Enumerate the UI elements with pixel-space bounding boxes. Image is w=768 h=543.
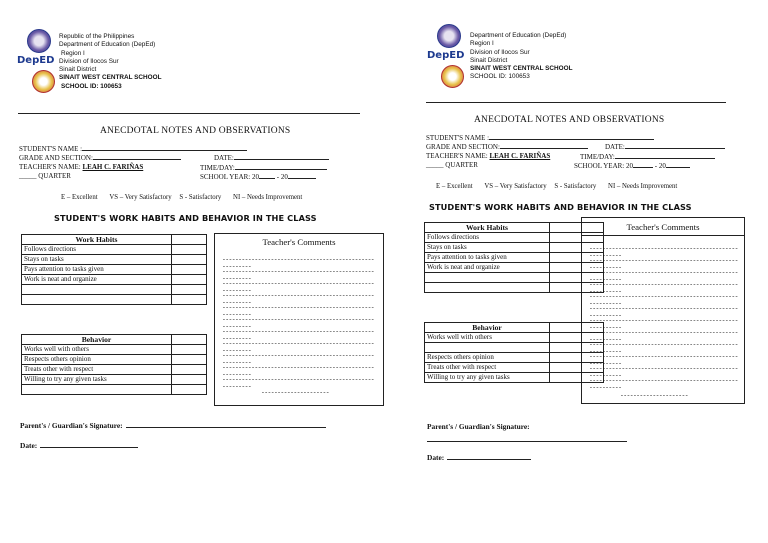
deped-logo-text: DepED: [17, 55, 55, 66]
date-label: DATE:: [214, 154, 234, 162]
table-row: [22, 365, 207, 375]
deped-logo: [427, 50, 464, 61]
date-label: DATE:: [605, 143, 625, 151]
deped-seal-icon: [27, 29, 51, 53]
behavior-label: [22, 385, 172, 395]
signature-date-field: [20, 441, 138, 450]
behavior-header: Behavior: [425, 323, 550, 333]
school-year-label: SCHOOL YEAR: 20: [574, 162, 633, 170]
teacher-name: LEAH C. FARIÑAS: [82, 163, 144, 171]
teachers-comments-box[interactable]: [581, 217, 745, 404]
school-name: SINAIT WEST CENTRAL SCHOOL: [470, 65, 573, 73]
table-header-row: [22, 235, 207, 245]
time-blank[interactable]: [615, 152, 715, 159]
table-row: [425, 283, 604, 293]
rating-legend: [436, 183, 677, 190]
behavior-header: Behavior: [22, 335, 172, 345]
legend-item: VS – Very Satisfactory: [109, 194, 172, 201]
header-line: Region I: [470, 40, 494, 48]
comments-header: Teacher's Comments: [626, 222, 700, 232]
habit-label: [22, 285, 172, 295]
comment-line[interactable]: --------------------------------------------------------: [222, 340, 375, 354]
comment-line[interactable]: --------------------------------------------------------: [222, 256, 375, 270]
school-year-mid: - 20: [276, 173, 288, 181]
date-blank[interactable]: [234, 153, 329, 160]
field-quarter: [19, 172, 71, 181]
behavior-label: Works well with others: [425, 333, 550, 343]
habit-label: [425, 273, 550, 283]
comment-line[interactable]: --------------------------------------------------------: [222, 292, 375, 306]
rating-cell[interactable]: [172, 265, 207, 275]
table-row: [22, 385, 207, 395]
parent-signature-blank[interactable]: [427, 441, 627, 442]
school-id: SCHOOL ID: 100653: [61, 82, 122, 90]
table-row: [22, 245, 207, 255]
grade-blank[interactable]: [93, 153, 181, 160]
table-header-row: [22, 335, 207, 345]
time-blank[interactable]: [235, 163, 327, 170]
rating-cell[interactable]: [172, 355, 207, 365]
legend-item: S - Satisfactory: [179, 194, 222, 201]
rating-cell[interactable]: [172, 375, 207, 385]
comment-line[interactable]: --------------------------------------------------------: [222, 328, 375, 342]
rating-cell[interactable]: [172, 235, 207, 245]
field-quarter: [426, 161, 478, 170]
school-year-blank-2[interactable]: [666, 161, 690, 168]
table-header-row: [425, 323, 604, 333]
comment-line[interactable]: --------------------------------------------------------: [589, 329, 738, 343]
comment-line[interactable]: --------------------------------------------------------: [222, 304, 375, 318]
signature-date-label: Date:: [20, 441, 38, 450]
header-line: Region I: [61, 49, 85, 57]
comment-line[interactable]: --------------------------------------------------------: [222, 268, 375, 282]
behavior-label: [425, 343, 550, 353]
signature-date-field: [427, 453, 531, 462]
parent-signature-blank[interactable]: [126, 421, 326, 428]
rating-cell[interactable]: [172, 335, 207, 345]
comment-line-short[interactable]: ---------------------: [620, 392, 688, 399]
comment-line[interactable]: --------------------------------------------------------: [222, 352, 375, 366]
grade-label: GRADE AND SECTION:: [19, 154, 93, 162]
table-row: [425, 363, 604, 373]
teacher-name: LEAH C. FARIÑAS: [489, 152, 551, 160]
time-label: TIME/DAY:: [580, 153, 615, 161]
date-blank[interactable]: [625, 142, 725, 149]
signature-date-blank[interactable]: [40, 441, 138, 448]
legend-item: E – Excellent: [61, 194, 98, 201]
habit-label: Follows directions: [425, 233, 550, 243]
teacher-label: TEACHER'S NAME:: [426, 152, 488, 160]
school-id: SCHOOL ID: 100653: [470, 73, 530, 81]
table-row: [22, 345, 207, 355]
header-line: Republic of the Philippines: [59, 33, 135, 40]
comment-line[interactable]: --------------------------------------------------------: [589, 317, 738, 331]
rating-cell[interactable]: [172, 275, 207, 285]
school-name: SINAIT WEST CENTRAL SCHOOL: [59, 74, 162, 82]
table-row: [22, 355, 207, 365]
comment-line[interactable]: --------------------------------------------------------: [589, 281, 738, 295]
rating-cell[interactable]: [172, 255, 207, 265]
habit-label: Stays on tasks: [22, 255, 172, 265]
habit-label: [425, 283, 550, 293]
table-row: [425, 353, 604, 363]
comment-line-short[interactable]: ---------------------: [261, 389, 329, 396]
table-row: [425, 343, 604, 353]
habit-label: Pays attention to tasks given: [425, 253, 550, 263]
form-right: [384, 0, 768, 543]
header-text: [470, 32, 573, 82]
habit-label: Follows directions: [22, 245, 172, 255]
work-habits-table: [424, 222, 604, 293]
behavior-label: Treats other with respect: [425, 363, 550, 373]
table-row: [22, 265, 207, 275]
field-teacher: [19, 163, 143, 172]
table-row: [22, 255, 207, 265]
school-seal-icon: [441, 65, 464, 88]
quarter-blank[interactable]: _____: [426, 161, 444, 169]
habit-label: Stays on tasks: [425, 243, 550, 253]
student-label: STUDENT'S NAME :: [426, 134, 490, 142]
teacher-label: TEACHER'S NAME:: [19, 163, 81, 171]
comment-line[interactable]: --------------------------------------------------------: [589, 305, 738, 319]
behavior-table: [21, 334, 207, 395]
parent-signature-label: Parent's / Guardian's Signature:: [20, 421, 123, 430]
field-school-year: [200, 172, 316, 182]
rating-cell[interactable]: [172, 285, 207, 295]
quarter-label: QUARTER: [38, 172, 71, 180]
habit-label: Work is neat and organize: [22, 275, 172, 285]
legend-item: NI – Needs Improvement: [233, 194, 303, 201]
comment-line[interactable]: --------------------------------------------------------: [222, 316, 375, 330]
teachers-comments-box[interactable]: [214, 233, 384, 406]
table-row: [425, 273, 604, 283]
work-habits-header: Work Habits: [425, 223, 550, 233]
legend-item: E – Excellent: [436, 183, 473, 190]
header-line: Division of Ilocos Sur: [470, 48, 530, 56]
header-divider: [426, 102, 726, 103]
comment-line[interactable]: --------------------------------------------------------: [589, 269, 738, 283]
student-label: STUDENT'S NAME :: [19, 145, 83, 153]
comment-line[interactable]: --------------------------------------------------------: [589, 341, 738, 355]
work-habits-table: [21, 234, 207, 305]
section-title: STUDENT'S WORK HABITS AND BEHAVIOR IN THE CLASS: [54, 213, 317, 223]
grade-blank[interactable]: [500, 142, 588, 149]
school-year-label: SCHOOL YEAR: 20: [200, 173, 259, 181]
form-title: ANECDOTAL NOTES AND OBSERVATIONS: [100, 126, 291, 136]
rating-cell[interactable]: [172, 245, 207, 255]
deped-logo: [17, 55, 54, 66]
table-row: [22, 295, 207, 305]
table-row: [425, 233, 604, 243]
rating-cell[interactable]: [172, 365, 207, 375]
field-school-year: [574, 161, 690, 171]
comment-line[interactable]: --------------------------------------------------------: [589, 245, 738, 259]
school-seal-icon: [32, 70, 55, 93]
table-row: [425, 333, 604, 343]
legend-item: NI – Needs Improvement: [608, 183, 678, 190]
rating-cell[interactable]: [172, 385, 207, 395]
header-line: Department of Education (DepEd): [59, 41, 156, 49]
legend-item: VS – Very Satisfactory: [484, 183, 547, 190]
behavior-label: Respects others opinion: [425, 353, 550, 363]
parent-signature-field: [427, 422, 530, 431]
header-line: Sinait District: [59, 66, 97, 74]
behavior-label: Works well with others: [22, 345, 172, 355]
signature-date-blank[interactable]: [447, 453, 531, 460]
habit-label: [22, 295, 172, 305]
field-grade: [426, 142, 588, 152]
behavior-label: Willing to try any given tasks: [22, 375, 172, 385]
header-line: Sinait District: [470, 56, 508, 64]
work-habits-header: Work Habits: [22, 235, 172, 245]
deped-seal-icon: [437, 24, 461, 48]
behavior-table: [424, 322, 604, 383]
field-grade: [19, 153, 181, 163]
field-date: [214, 153, 329, 163]
school-year-blank-2[interactable]: [288, 172, 316, 179]
parent-signature-field: [20, 421, 326, 430]
section-title: STUDENT'S WORK HABITS AND BEHAVIOR IN THE CLASS: [429, 202, 692, 212]
table-row: [425, 243, 604, 253]
comment-line[interactable]: --------------------------------------------------------: [589, 377, 738, 391]
grade-label: GRADE AND SECTION:: [426, 143, 500, 151]
quarter-blank[interactable]: _____: [19, 172, 37, 180]
comment-line[interactable]: --------------------------------------------------------: [222, 364, 375, 378]
table-row: [425, 263, 604, 273]
header-line: Department of Education (DepEd): [470, 32, 567, 39]
comment-line[interactable]: --------------------------------------------------------: [589, 293, 738, 307]
comments-header-divider: [582, 235, 744, 236]
header-divider: [18, 113, 360, 114]
comment-line[interactable]: --------------------------------------------------------: [222, 376, 375, 390]
behavior-label: Treats other with respect: [22, 365, 172, 375]
habit-label: Pays attention to tasks given: [22, 265, 172, 275]
table-row: [22, 275, 207, 285]
comments-header: Teacher's Comments: [262, 237, 336, 247]
habit-label: Work is neat and organize: [425, 263, 550, 273]
comment-line[interactable]: --------------------------------------------------------: [589, 365, 738, 379]
table-row: [22, 375, 207, 385]
form-title: ANECDOTAL NOTES AND OBSERVATIONS: [474, 115, 665, 125]
table-row: [425, 253, 604, 263]
school-year-blank-1[interactable]: [633, 161, 653, 168]
comment-line[interactable]: --------------------------------------------------------: [589, 353, 738, 367]
student-blank[interactable]: [82, 144, 247, 151]
table-header-row: [425, 223, 604, 233]
table-row: [425, 373, 604, 383]
header-line: Division of Ilocos Sur: [59, 57, 119, 65]
rating-legend: [61, 194, 302, 201]
deped-logo-text: DepED: [427, 50, 465, 61]
field-teacher: [426, 152, 550, 161]
school-year-mid: - 20: [654, 162, 666, 170]
time-label: TIME/DAY:: [200, 164, 235, 172]
signature-date-label: Date:: [427, 453, 445, 462]
quarter-label: QUARTER: [445, 161, 478, 169]
table-row: [22, 285, 207, 295]
header-text: [59, 33, 162, 91]
school-year-blank-1[interactable]: [259, 172, 275, 179]
legend-item: S - Satisfactory: [554, 183, 597, 190]
field-date: [605, 142, 725, 152]
behavior-label: Willing to try any given tasks: [425, 373, 550, 383]
rating-cell[interactable]: [172, 345, 207, 355]
comment-line[interactable]: --------------------------------------------------------: [222, 280, 375, 294]
behavior-label: Respects others opinion: [22, 355, 172, 365]
comment-line[interactable]: --------------------------------------------------------: [589, 257, 738, 271]
rating-cell[interactable]: [172, 295, 207, 305]
student-blank[interactable]: [489, 133, 654, 140]
parent-signature-label: Parent's / Guardian's Signature:: [427, 422, 530, 431]
